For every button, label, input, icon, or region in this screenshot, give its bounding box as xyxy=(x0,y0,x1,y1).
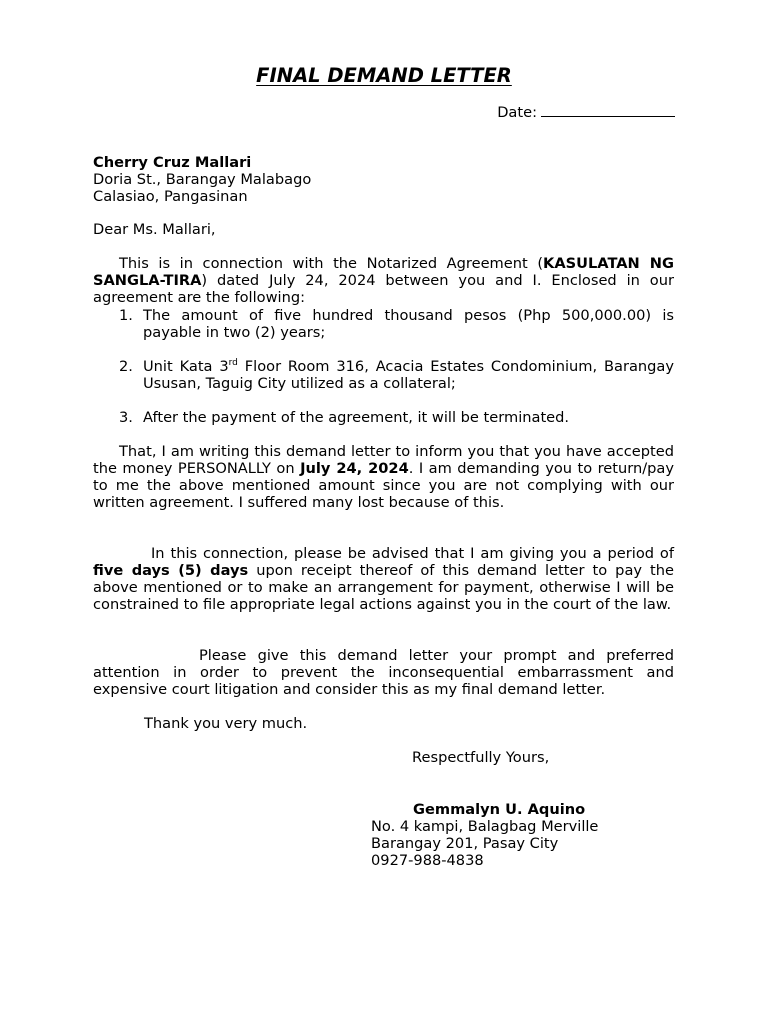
sender-phone: 0927-988-4838 xyxy=(371,852,484,869)
paragraph-4: Please give this demand letter your prompt and preferred attention in order to prevent the inconsequential embarrassment and expensive court litigation and consider this as my final demand letter. xyxy=(93,647,674,698)
list-item-text-b: Floor Room 316, Acacia Estates Condominium, Barangay Ususan, Taguig City utilized as a collateral; xyxy=(143,358,674,392)
list-item-text xyxy=(143,358,674,392)
para1-text-b: ) dated July 24, 2024 between you and I. Enclosed in our agreement are the following: xyxy=(93,272,674,306)
paragraph-1 xyxy=(93,255,674,306)
recipient-address-line2: Calasiao, Pangasinan xyxy=(93,188,248,205)
para3-period: five days (5) days xyxy=(93,562,249,579)
list-item-text-a: Unit Kata 3 xyxy=(143,358,229,375)
paragraph-2 xyxy=(93,443,674,511)
date-blank-line xyxy=(541,103,675,117)
date-label: Date: xyxy=(497,104,537,121)
list-item-text: After the payment of the agreement, it will be terminated. xyxy=(143,409,570,426)
recipient-block xyxy=(93,154,674,205)
para2-date: July 24, 2024 xyxy=(300,460,409,477)
para2-text-a: That, I am writing this demand letter to inform you that you have accepted the money PERSONALLY on xyxy=(93,443,674,477)
list-item-superscript: rd xyxy=(228,358,238,369)
paragraph-3 xyxy=(93,545,674,613)
list-item-number: 3. xyxy=(119,409,133,426)
sender-address-line2: Barangay 201, Pasay City xyxy=(371,835,559,852)
list-item-3 xyxy=(93,409,674,426)
list-item-2 xyxy=(93,358,674,392)
recipient-name: Cherry Cruz Mallari xyxy=(93,154,252,171)
date-field xyxy=(497,103,675,121)
para3-text-b: upon receipt thereof of this demand letter to pay the above mentioned or to make an arrangement for payment, otherwise I will be constrained to file appropriate legal actions against you in the court of the law. xyxy=(93,562,674,613)
list-item-number: 2. xyxy=(119,358,133,375)
recipient-address-line1: Doria St., Barangay Malabago xyxy=(93,171,312,188)
closing: Respectfully Yours, xyxy=(412,749,550,766)
para1-text-a: This is in connection with the Notarized Agreement ( xyxy=(119,255,544,272)
thanks-line: Thank you very much. xyxy=(144,715,308,732)
sender-name: Gemmalyn U. Aquino xyxy=(413,801,586,818)
sender-block xyxy=(371,801,598,869)
para1-agreement-name: KASULATAN NG SANGLA-TIRA xyxy=(93,255,674,289)
list-item-1 xyxy=(93,307,674,341)
list-item-text: The amount of five hundred thousand pesos (Php 500,000.00) is payable in two (2) years; xyxy=(143,307,674,341)
para2-text-b: . I am demanding you to return/pay to me the above mentioned amount since you are not complying with our written agreement. I suffered many lost because of this. xyxy=(93,460,675,511)
letter-title: FINAL DEMAND LETTER xyxy=(256,64,512,87)
salutation: Dear Ms. Mallari, xyxy=(93,221,216,238)
para3-text-a: In this connection, please be advised that I am giving you a period of xyxy=(151,545,674,562)
sender-address-line1: No. 4 kampi, Balagbag Merville xyxy=(371,818,599,835)
list-item-number: 1. xyxy=(119,307,133,324)
